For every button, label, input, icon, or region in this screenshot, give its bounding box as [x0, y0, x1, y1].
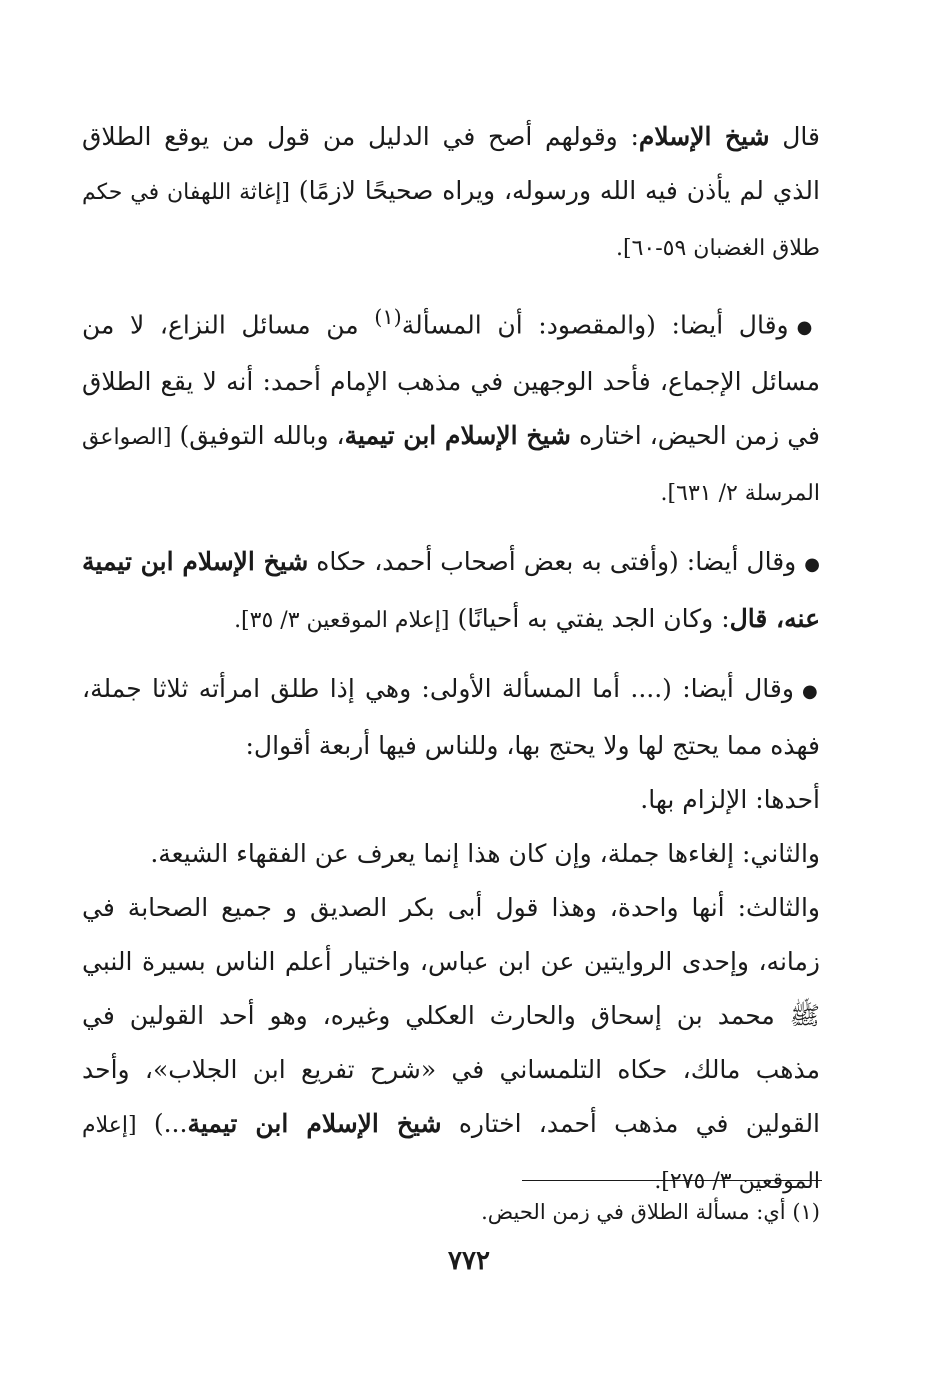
- bullet-icon: ●: [801, 681, 820, 703]
- p4-text: وقال أيضا: (.... أما المسألة الأولى: وهي إذا طلق امرأته ثلاثا جملة، فهذه مما يحتج لها ولا يحتج بها، وللناس فيها أربعة أقوال:: [82, 674, 820, 761]
- footnote: [481, 1196, 820, 1228]
- bullet-icon: ●: [804, 554, 820, 576]
- paragraph-4: [82, 662, 820, 773]
- footnote-ref[interactable]: (١): [374, 305, 402, 329]
- paragraph-7: [82, 881, 820, 1209]
- footnote-text: أي: مسألة الطلاق في زمن الحيض.: [481, 1200, 786, 1224]
- p6-text: والثاني: إلغاءها جملة، وإن كان هذا إنما يعرف عن الفقهاء الشيعة.: [150, 839, 820, 869]
- p1-text: : وقولهم أصح في الدليل من قول من يوقع الطلاق الذي لم يأذن فيه الله ورسوله، ويراه صحيحًا لازمًا): [82, 122, 820, 205]
- footnote-divider: [522, 1180, 822, 1181]
- p2-bold-sheikh: شيخ الإسلام ابن تيمية: [344, 421, 571, 451]
- p7-source: [إعلام الموقعين ٣/ ٢٧٥].: [82, 1113, 820, 1195]
- bullet-icon: ●: [796, 317, 820, 339]
- p2-text3: ، وبالله التوفيق): [171, 421, 345, 451]
- p2-text1: وقال أيضا: (والمقصود: أن المسألة: [401, 310, 789, 340]
- p5-text: أحدها: الإلزام بها.: [640, 785, 820, 815]
- footnote-number: (١): [792, 1200, 820, 1224]
- p1-bold-sheikh: شيخ الإسلام: [638, 122, 770, 151]
- p2-source: [الصواعق المرسلة ٢/ ٦٣١].: [82, 425, 820, 507]
- paragraph-1: [82, 110, 820, 276]
- p1-lead: قال: [769, 122, 820, 151]
- p2-text2: من مسائل النزاع، لا من مسائل الإجماع، فأحد الوجهين في مذهب الإمام أحمد: أنه لا يقع الطلاق في زمن الحيض، اختاره: [82, 310, 820, 451]
- paragraph-6: [82, 827, 820, 881]
- main-text: [82, 110, 820, 1209]
- p7-text2: ...): [136, 1109, 188, 1139]
- p7-text1: والثالث: أنها واحدة، وهذا قول أبى بكر الصديق و جميع الصحابة في زمانه، وإحدى الروايتين عن ابن عباس، واختيار أعلم الناس بسيرة النبي ﷺ محمد بن إسحاق والحارث العكلي وغيره، وهو أحد القولين في مذهب مالك، حكاه التلمساني في «شرح تفريع ابن الجلاب»، وأحد القولين في مذهب أحمد، اختاره: [82, 893, 821, 1139]
- paragraph-5: [82, 773, 820, 827]
- p3-bold-sheikh: شيخ الإسلام ابن تيمية عنه، قال: [82, 547, 820, 634]
- p3-source: [إعلام الموقعين ٣/ ٣٥].: [234, 608, 450, 634]
- page-number: ٧٧٢: [448, 1246, 490, 1276]
- paragraph-3: [82, 535, 820, 648]
- p3-text1: وقال أيضا: (وأفتى به بعض أصحاب أحمد، حكاه: [308, 547, 797, 577]
- paragraph-2: [82, 290, 820, 521]
- p3-text2: : وكان الجد يفتي به أحيانًا): [449, 604, 730, 634]
- p1-source: [إغاثة اللهفان في حكم طلاق الغضبان ٥٩-٦٠].: [82, 180, 820, 261]
- p7-bold-sheikh: شيخ الإسلام ابن تيمية: [187, 1109, 442, 1139]
